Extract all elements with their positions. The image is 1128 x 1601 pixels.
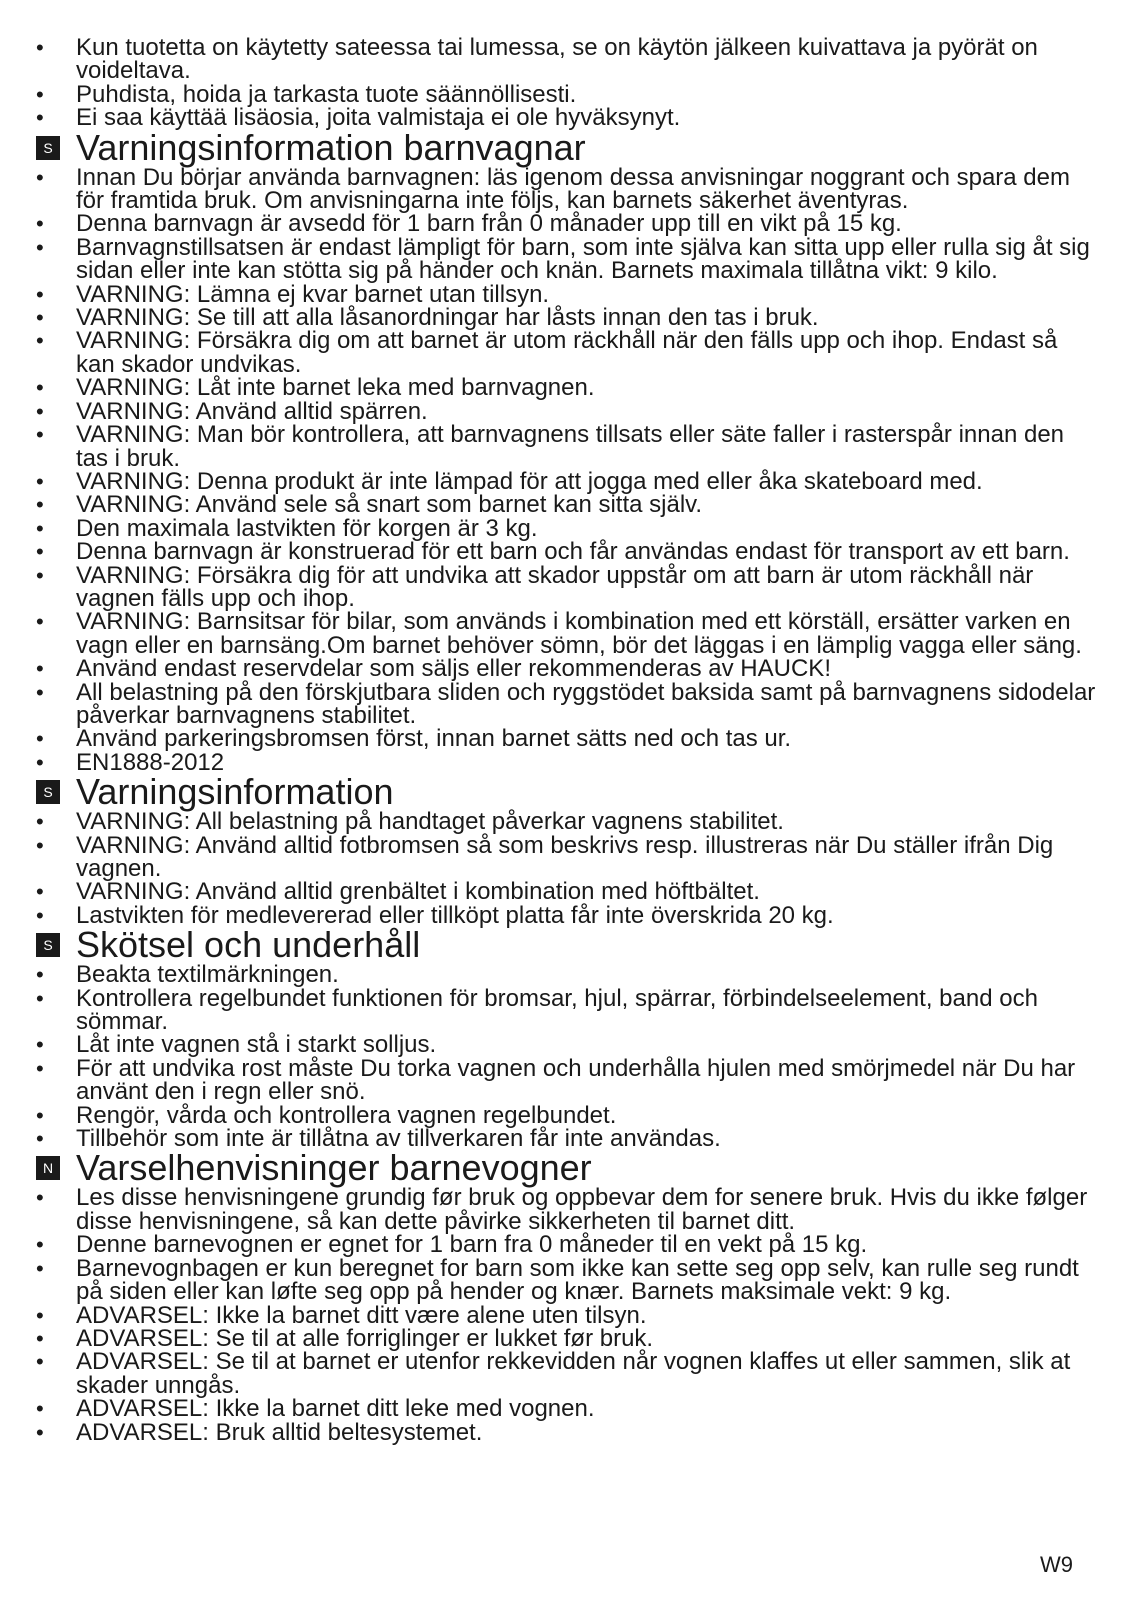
section-list	[36, 163, 1096, 776]
section-varningsinformation-barnvagnar	[36, 126, 1096, 776]
list-item: • VARNING: Försäkra dig för att undvika att skador uppstår om att barn är utom räckhåll när vagnen fälls upp och ihop.	[36, 564, 1096, 611]
list-item: • EN1888-2012	[36, 751, 1096, 774]
list-item: • Den maximala lastvikten för korgen är 3 kg.	[36, 517, 1096, 540]
list-item: • VARNING: Man bör kontrollera, att barnvagnens tillsats eller säte faller i rasterspår innan den tas i bruk.	[36, 423, 1096, 470]
list-item: • Lastvikten för medlevererad eller tillköpt platta får inte överskrida 20 kg.	[36, 904, 1096, 927]
section-heading	[36, 126, 1096, 168]
list-item: • Les disse henvisningene grundig før bruk og oppbevar dem for senere bruk. Hvis du ikke følger disse henvisningene, så kan dette påvirke sikkerheten til barnet ditt.	[36, 1186, 1096, 1233]
section-list	[36, 810, 1096, 927]
section-title: Varningsinformation	[76, 771, 394, 813]
section-title: Varningsinformation barnvagnar	[76, 126, 586, 168]
list-item: • VARNING: Använd alltid grenbältet i kombination med höftbältet.	[36, 880, 1096, 903]
list-item: • All belastning på den förskjutbara sliden och ryggstödet baksida samt på barnvagnens sidodelar påverkar barnvagnens stabilitet.	[36, 681, 1096, 728]
list-item: • Denne barnevognen er egnet for 1 barn fra 0 måneder til en vekt på 15 kg.	[36, 1233, 1096, 1256]
list-item: • Innan Du börjar använda barnvagnen: läs igenom dessa anvisningar noggrant och spara dem för framtida bruk. Om anvisningarna inte följs, kan barnets säkerhet äventyras.	[36, 166, 1096, 213]
section-skotsel-och-underhall	[36, 924, 1096, 1153]
section-heading	[36, 924, 1096, 966]
list-item: • VARNING: Se till att alla låsanordningar har låsts innan den tas i bruk.	[36, 306, 1096, 329]
section-heading	[36, 1147, 1096, 1189]
section-varselhenvisninger-barnevogner	[36, 1147, 1096, 1446]
list-item: • För att undvika rost måste Du torka vagnen och underhålla hjulen med smörjmedel när Du har använt den i regn eller snö.	[36, 1057, 1096, 1104]
language-badge: S	[36, 933, 60, 957]
list-item: • VARNING: Använd alltid spärren.	[36, 400, 1096, 423]
section-heading	[36, 771, 1096, 813]
list-item: • Ei saa käyttää lisäosia, joita valmistaja ei ole hyväksynyt.	[36, 106, 1096, 129]
language-badge: N	[36, 1156, 60, 1180]
list-item: • Rengör, vårda och kontrollera vagnen regelbundet.	[36, 1104, 1096, 1127]
list-item: • Använd parkeringsbromsen först, innan barnet sätts ned och tas ur.	[36, 727, 1096, 750]
section-list	[36, 961, 1096, 1153]
list-item: • Denna barnvagn är avsedd för 1 barn från 0 månader upp till en vikt på 15 kg.	[36, 212, 1096, 235]
list-item: • ADVARSEL: Se til at alle forriglinger er lukket før bruk.	[36, 1327, 1096, 1350]
list-item: • Låt inte vagnen stå i starkt solljus.	[36, 1033, 1096, 1056]
list-item: • VARNING: Använd sele så snart som barnet kan sitta själv.	[36, 493, 1096, 516]
list-item: • VARNING: Barnsitsar för bilar, som används i kombination med ett körställ, ersätter varken en vagn eller en barnsäng.Om barnet behöver sömn, bör det läggas i en lämplig vagga eller säng.	[36, 610, 1096, 657]
section-list	[36, 1184, 1096, 1446]
list-item: • Kun tuotetta on käytetty sateessa tai lumessa, se on käytön jälkeen kuivattava ja pyörät on voideltava.	[36, 36, 1096, 83]
language-badge: S	[36, 136, 60, 160]
document-body	[36, 36, 1096, 1444]
list-item: • VARNING: Denna produkt är inte lämpad för att jogga med eller åka skateboard med.	[36, 470, 1096, 493]
list-item: • Använd endast reservdelar som säljs eller rekommenderas av HAUCK!	[36, 657, 1096, 680]
list-item: • ADVARSEL: Ikke la barnet ditt leke med vognen.	[36, 1397, 1096, 1420]
list-item: • VARNING: Försäkra dig om att barnet är utom räckhåll när den fälls upp och ihop. Endast så kan skador undvikas.	[36, 329, 1096, 376]
list-item: • VARNING: Lämna ej kvar barnet utan tillsyn.	[36, 283, 1096, 306]
list-item: • Barnvagnstillsatsen är endast lämpligt för barn, som inte själva kan sitta upp eller rulla sig åt sig sidan eller inte kan stötta sig på händer och knän. Barnets maximala tillåtna vikt: 9 kilo.	[36, 236, 1096, 283]
page-number: W9	[1040, 1552, 1073, 1577]
section-title: Varselhenvisninger barnevogner	[76, 1147, 592, 1189]
list-item: • VARNING: Använd alltid fotbromsen så som beskrivs resp. illustreras när Du ställer ifrån Dig vagnen.	[36, 834, 1096, 881]
list-item: • Tillbehör som inte är tillåtna av tillverkaren får inte användas.	[36, 1127, 1096, 1150]
list-item: • ADVARSEL: Bruk alltid beltesystemet.	[36, 1421, 1096, 1444]
list-item: • VARNING: Låt inte barnet leka med barnvagnen.	[36, 376, 1096, 399]
list-item: • ADVARSEL: Se til at barnet er utenfor rekkevidden når vognen klaffes ut eller sammen, slik at skader unngås.	[36, 1350, 1096, 1397]
list-item: • ADVARSEL: Ikke la barnet ditt være alene uten tilsyn.	[36, 1304, 1096, 1327]
list-item: • Beakta textilmärkningen.	[36, 963, 1096, 986]
section-title: Skötsel och underhåll	[76, 924, 421, 966]
intro-list	[36, 36, 1096, 130]
section-varningsinformation	[36, 771, 1096, 929]
list-item: • VARNING: All belastning på handtaget påverkar vagnens stabilitet.	[36, 810, 1096, 833]
list-item: • Kontrollera regelbundet funktionen för bromsar, hjul, spärrar, förbindelseelement, band och sömmar.	[36, 987, 1096, 1034]
list-item: • Barnevognbagen er kun beregnet for barn som ikke kan sette seg opp selv, kan rulle seg rundt på siden eller kan løfte seg opp på hender og knær. Barnets maksimale vekt: 9 kg.	[36, 1257, 1096, 1304]
list-item: • Puhdista, hoida ja tarkasta tuote säännöllisesti.	[36, 83, 1096, 106]
list-item: • Denna barnvagn är konstruerad för ett barn och får användas endast för transport av ett barn.	[36, 540, 1096, 563]
language-badge: S	[36, 780, 60, 804]
